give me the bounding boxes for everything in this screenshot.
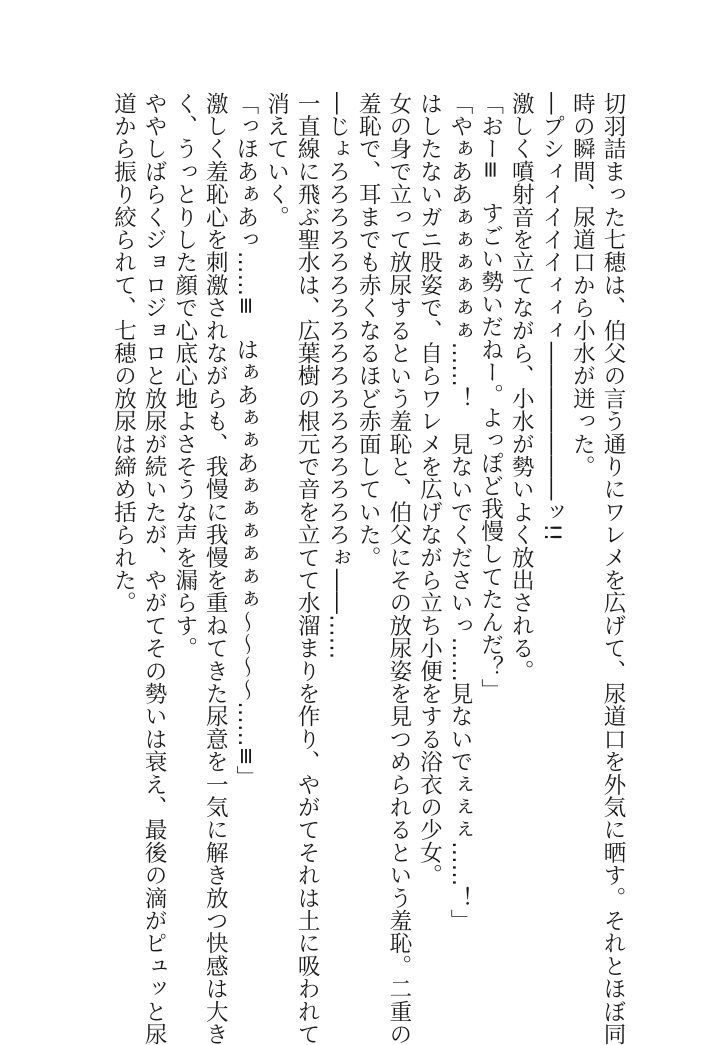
text-line: ―プシィイイイイィィィ―――――――ッ!! <box>538 92 565 542</box>
text-line: 羞恥で、耳までも赤くなるほど赤面していた。 <box>355 92 382 569</box>
text-line: 「おー≡ すごい勢いだねー。よっぽど我慢してたんだ？」 <box>477 92 504 702</box>
text-line: ―じょろろろろろろろろろろろろろろろろろぉ――…… <box>324 92 351 660</box>
text-line: く、うっとりした顔で心底心地よさそうな声を漏らす。 <box>171 92 198 660</box>
text-line: 「やぁああぁぁぁぁぁぁ……！ 見ないでくださいっ……見ないでぇぇぇ……！」 <box>447 92 474 932</box>
text-line: 激しく羞恥心を刺激されながらも、我慢に我慢を重ねてきた尿意を一気に解き放つ快感は大き <box>202 92 229 1045</box>
text-line: はしたないガニ股姿で、自らワレメを広げながら立ち小便をする浴衣の少女。 <box>416 92 443 887</box>
text-line: 道から振り絞られて、七穂の放尿は締め括られた。 <box>110 92 137 615</box>
text-line: 時の瞬間、尿道口から小水が迸った。 <box>569 92 596 478</box>
text-line: 「っほあぁあっ……≡ はぁあぁぁあぁぁぁぁぁぁ～～～～……≡」 <box>232 92 259 789</box>
text-line: 一直線に飛ぶ聖水は、広葉樹の根元で音を立てて水溜まりを作り、やがてそれは土に吸われて <box>294 92 321 1045</box>
text-line: 激しく噴射音を立てながら、小水が勢いよく放出される。 <box>508 92 535 683</box>
text-line: 切羽詰まった七穂は、伯父の言う通りにワレメを広げて、尿道口を外気に晒す。それとほぼ同 <box>600 92 626 1045</box>
text-line: 女の身で立って放尿するという羞恥と、伯父にその放尿姿を見つめられるという羞恥。二重の <box>385 92 412 1045</box>
text-line: 消えていく。 <box>263 92 290 229</box>
vertical-text-page <box>108 92 628 1045</box>
text-line: ややしばらくジョロジョロと放尿が続いたが、やがてその勢いは衰え、最後の滴がピュッと尿 <box>141 92 168 1045</box>
